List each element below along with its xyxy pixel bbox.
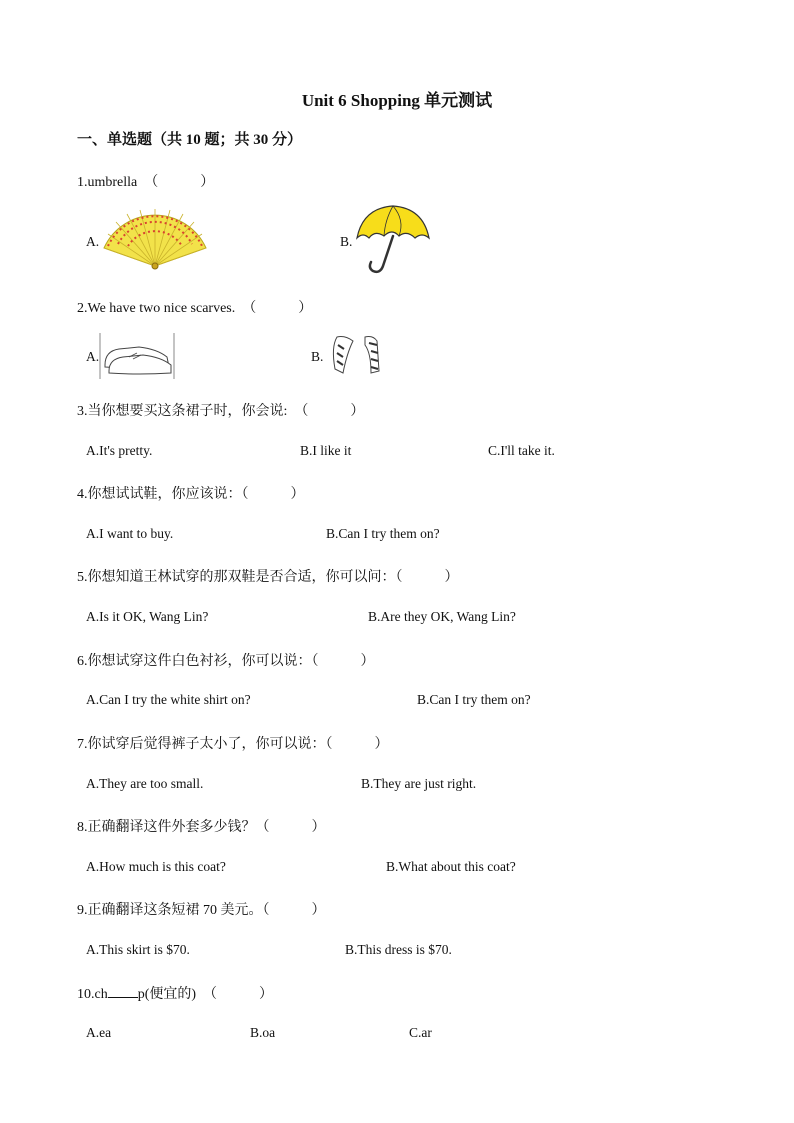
question-9-option-b[interactable]: B.This dress is $70. — [345, 942, 452, 957]
question-6-option-a[interactable]: A.Can I try the white shirt on? — [86, 692, 251, 707]
folding-fan-icon — [100, 208, 210, 270]
shoes-icon — [99, 331, 177, 381]
question-10-stem-suffix: p(便宜的) （ ） — [137, 987, 274, 1002]
umbrella-icon — [353, 204, 431, 278]
question-9-option-a[interactable]: A.This skirt is $70. — [86, 942, 190, 957]
question-4-stem: 4.你想试试鞋，你应该说：（ ） — [77, 487, 305, 502]
question-2-option-b[interactable]: B. — [311, 349, 324, 364]
question-3-option-b[interactable]: B.I like it — [300, 443, 352, 458]
question-3-stem: 3.当你想要买这条裙子时，你会说: （ ） — [77, 404, 365, 419]
question-5-option-a[interactable]: A.Is it OK, Wang Lin? — [86, 609, 209, 624]
question-3-option-a[interactable]: A.It's pretty. — [86, 443, 153, 458]
question-8-option-a[interactable]: A.How much is this coat? — [86, 859, 226, 874]
question-10-stem-prefix: 10.ch — [77, 987, 108, 1002]
fill-in-blank[interactable] — [108, 985, 138, 998]
question-3-option-c[interactable]: C.I'll take it. — [488, 443, 555, 458]
question-5-stem: 5.你想知道王林试穿的那双鞋是否合适，你可以问：（ ） — [77, 570, 459, 585]
question-6-option-b[interactable]: B.Can I try them on? — [417, 692, 531, 707]
question-6-stem: 6.你想试穿这件白色衬衫，你可以说：（ ） — [77, 654, 375, 669]
question-2-option-a[interactable]: A. — [86, 349, 100, 364]
question-1-stem: 1.umbrella （ ） — [77, 175, 215, 190]
question-10-option-a[interactable]: A.ea — [86, 1025, 112, 1040]
question-5-option-b[interactable]: B.Are they OK, Wang Lin? — [368, 609, 516, 624]
question-7-option-b[interactable]: B.They are just right. — [361, 776, 477, 791]
question-7-option-a[interactable]: A.They are too small. — [86, 776, 204, 791]
question-10-option-c[interactable]: C.ar — [409, 1025, 432, 1040]
question-8-stem: 8.正确翻译这件外套多少钱？（ ） — [77, 820, 326, 835]
question-10-option-b[interactable]: B.oa — [250, 1025, 276, 1040]
question-8-option-b[interactable]: B.What about this coat? — [386, 859, 516, 874]
question-9-stem: 9.正确翻译这条短裙 70 美元。（ ） — [77, 903, 326, 918]
question-10-stem — [77, 983, 273, 1003]
question-1-option-b[interactable]: B. — [340, 234, 353, 249]
question-4-option-a[interactable]: A.I want to buy. — [86, 526, 174, 541]
question-1-option-a[interactable]: A. — [86, 234, 100, 249]
page-title: Unit 6 Shopping 单元测试 — [301, 91, 493, 110]
question-2-stem: 2.We have two nice scarves. （ ） — [77, 301, 313, 316]
question-7-stem: 7.你试穿后觉得裤子太小了，你可以说：（ ） — [77, 737, 389, 752]
scarves-icon — [325, 333, 389, 377]
section-heading: 一、单选题（共 10 题；共 30 分） — [77, 132, 303, 148]
question-4-option-b[interactable]: B.Can I try them on? — [326, 526, 440, 541]
